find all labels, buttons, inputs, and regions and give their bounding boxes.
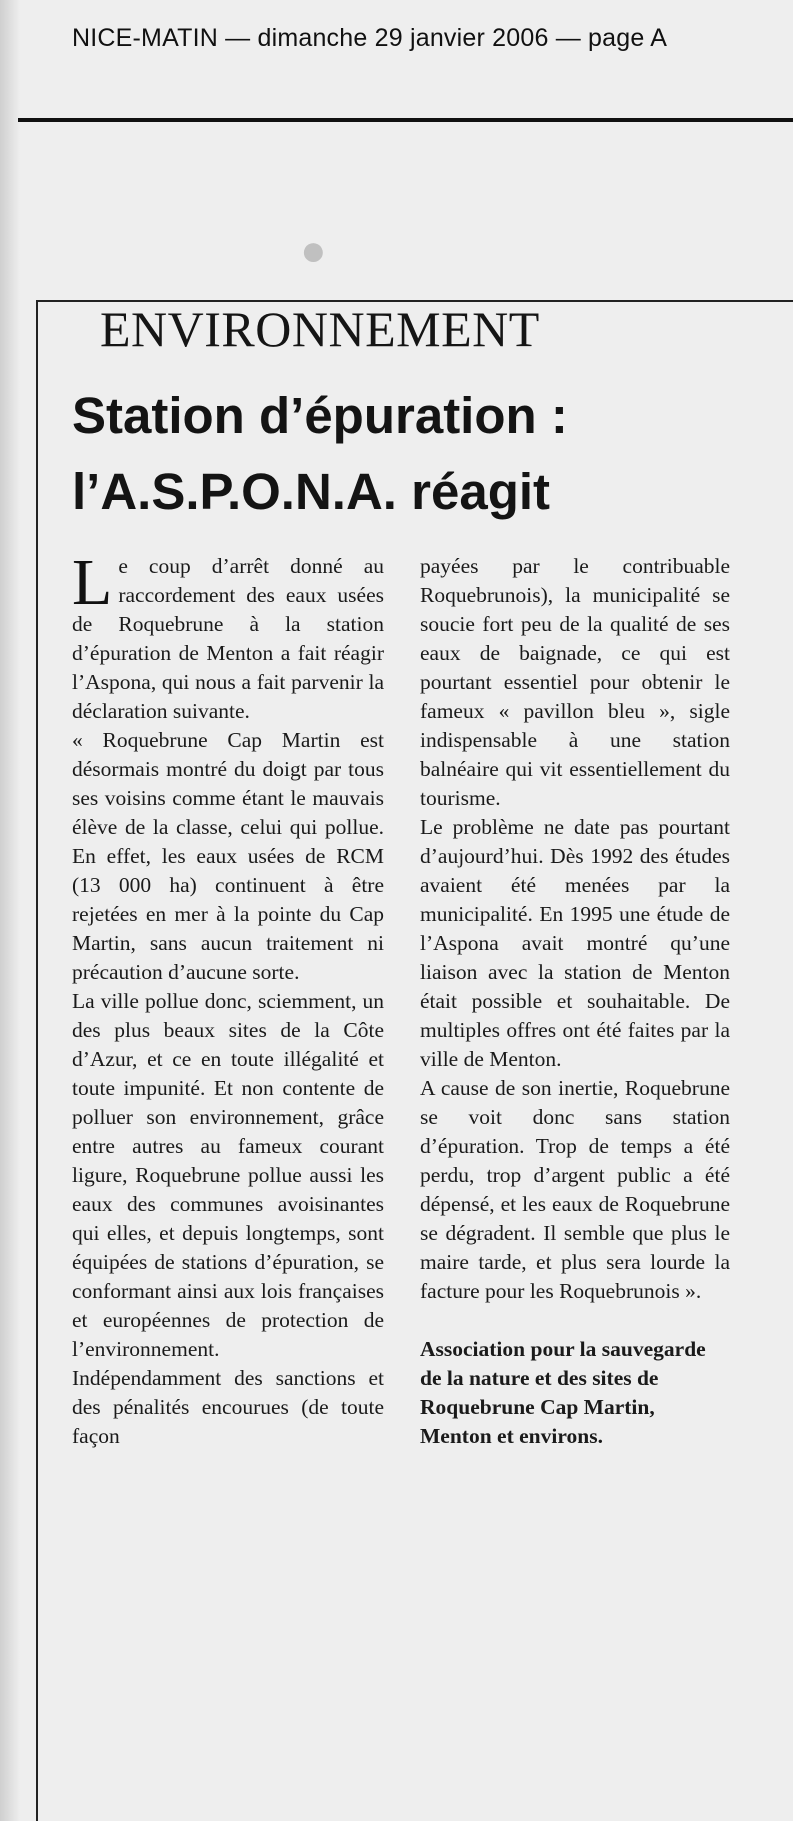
article-paragraph: A cause de son inertie, Roquebrune se voit donc sans station d’épuration. Trop de temps a été perdu, trop d’argent public a été dépensé, et les eaux de Roquebrune se dégradent. Il semble que plus le maire tarde, et plus sera lourde la facture pour les Roquebrunois ». — [420, 1076, 730, 1303]
article-headline: Station d’épuration : l’A.S.P.O.N.A. réagit — [72, 387, 568, 520]
article-column-left — [72, 546, 384, 1451]
article-paragraph: Indépendamment des sanctions et des pénalités encourues (de toute façon — [72, 1366, 384, 1448]
article-frame-left — [36, 300, 38, 1821]
page-header: NICE-MATIN — dimanche 29 janvier 2006 — page A — [72, 24, 668, 52]
article-paragraph: Le coup d’arrêt donné au raccordement des eaux usées de Roquebrune à la station d’épuration de Menton a fait réagir l’Aspona, qui nous a fait parvenir la déclaration suivante. — [72, 546, 384, 723]
drop-cap: L — [72, 546, 113, 619]
article-paragraph: La ville pollue donc, sciemment, un des plus beaux sites de la Côte d’Azur, et ce en toute illégalité et toute impunité. Et non contente de polluer son environnement, grâce entre autres au fameux courant ligure, Roquebrune pollue aussi les eaux des communes avoisinantes qui elles, et depuis longtemps, sont équipées de stations d’épuration, se conformant ainsi aux lois françaises et européennes de protection de l’environnement. — [72, 989, 384, 1361]
scan-edge-shadow — [0, 0, 20, 1821]
article-paragraph: Le problème ne date pas pourtant d’aujourd’hui. Dès 1992 des études avaient été menées par la municipalité. En 1995 une étude de l’Aspona avait montré qu’une liaison avec la station de Menton était possible et souhaitable. De multiples offres ont été faites par la ville de Menton. — [420, 815, 730, 1071]
article-signature: Association pour la sauvegarde de la nature et des sites de Roquebrune Cap Martin, Menton et environs. — [420, 1337, 706, 1448]
article-column-right — [420, 552, 730, 1451]
article-paragraph: « Roquebrune Cap Martin est désormais montré du doigt par tous ses voisins comme étant le mauvais élève de la classe, celui qui pollue. En effet, les eaux usées de RCM (13 000 ha) continuent à être rejetées en mer à la pointe du Cap Martin, sans aucun traitement ni précaution d’aucune sorte. — [72, 728, 384, 984]
section-kicker: ENVIRONNEMENT — [100, 301, 540, 357]
bleed-through-text: ● — [300, 226, 327, 275]
header-rule — [18, 118, 793, 122]
article-paragraph: payées par le contribuable Roquebrunois), la municipalité se soucie fort peu de la qualité de ses eaux de baignade, ce qui est pourtant essentiel pour obtenir le fameux « pavillon bleu », sigle indispensable à une station balnéaire qui vit essentiellement du tourisme. — [420, 554, 730, 810]
